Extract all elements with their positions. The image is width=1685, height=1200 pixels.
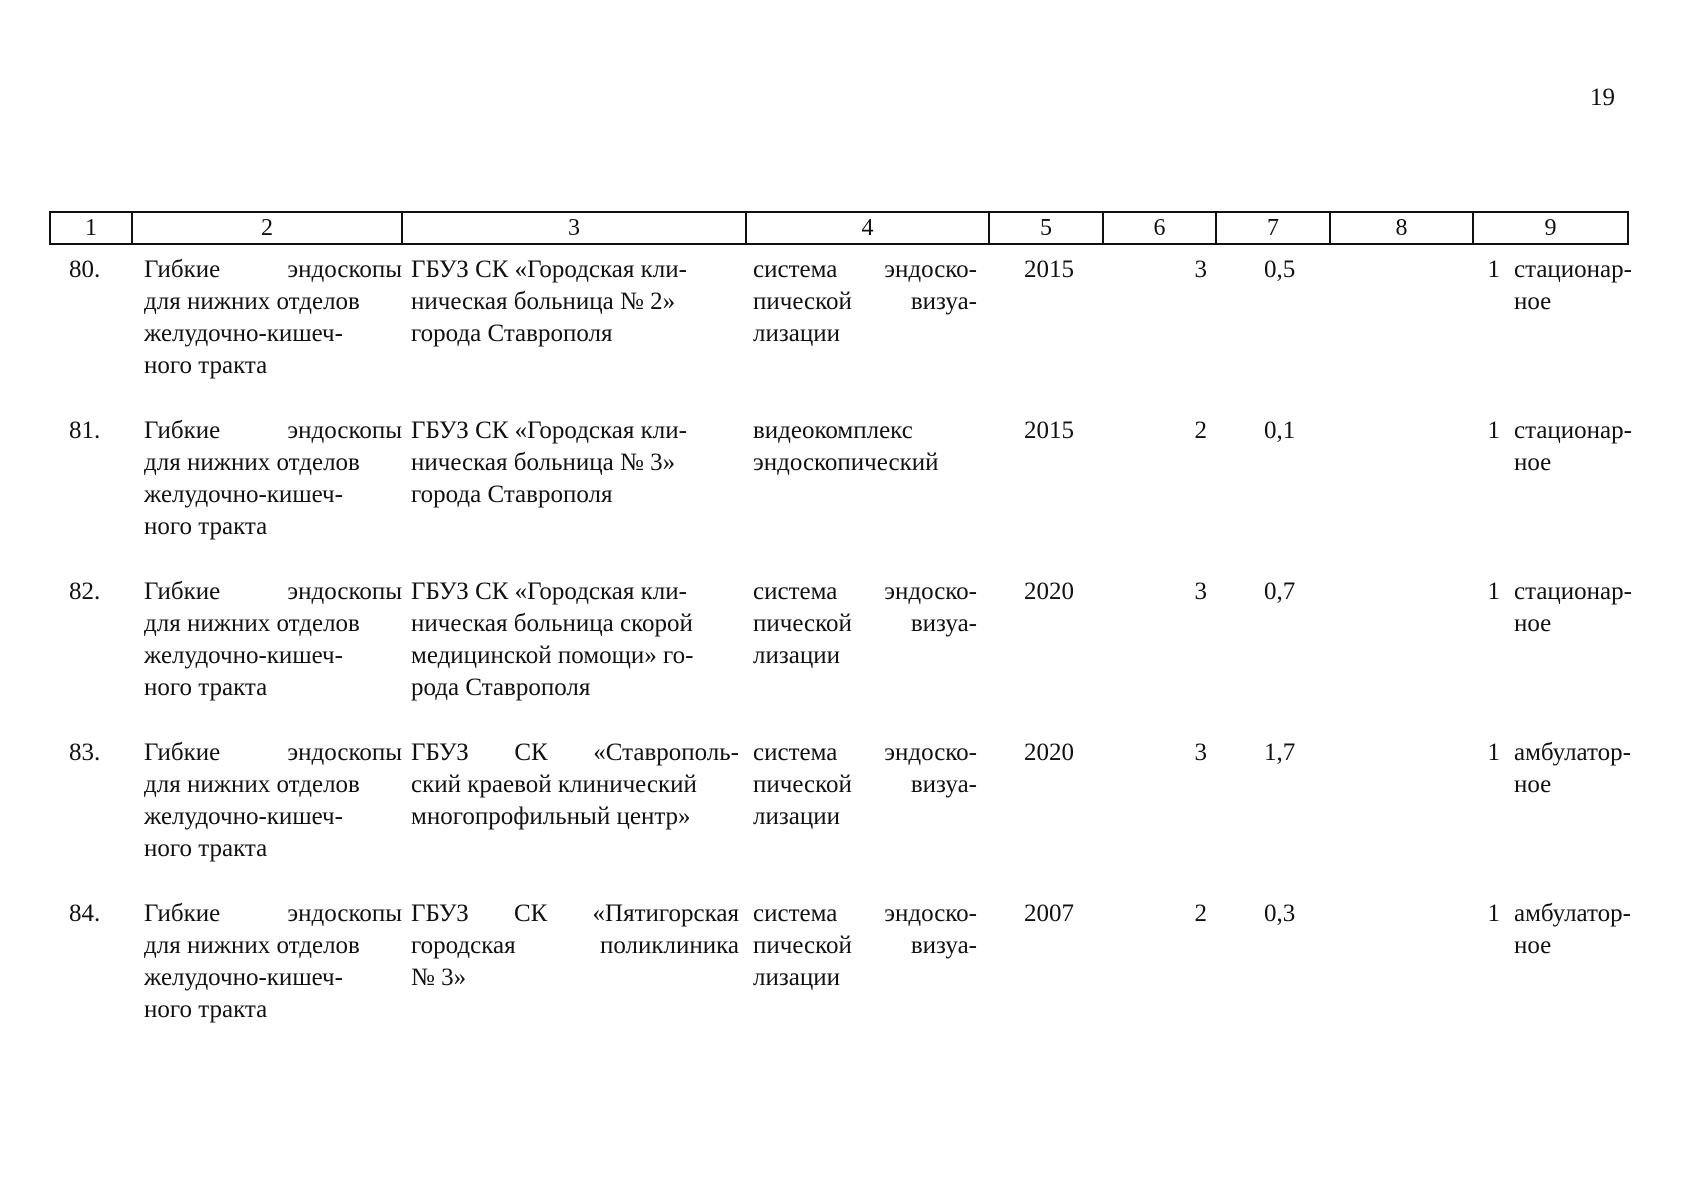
organization-name xyxy=(411,898,739,994)
table-body xyxy=(49,254,1632,1059)
text-line: амбулатор- xyxy=(1514,739,1631,766)
equipment-type xyxy=(753,254,977,350)
text-line: ное xyxy=(1514,771,1552,798)
text-line: ного тракта xyxy=(144,513,268,540)
text-line: города Ставрополя xyxy=(411,481,613,508)
text-line: лизации xyxy=(753,964,840,991)
header-col-3: 3 xyxy=(402,212,746,244)
header-col-8: 8 xyxy=(1330,212,1473,244)
header-col-1: 1 xyxy=(50,212,132,244)
table-row xyxy=(49,254,1632,415)
text-line: для нижних отделов xyxy=(144,288,360,315)
text-line: лизации xyxy=(753,803,840,830)
text-line: стационар- xyxy=(1514,417,1632,444)
equipment-name xyxy=(144,415,402,543)
col7-value: 0,1 xyxy=(1264,417,1296,444)
row-number: 83. xyxy=(69,739,101,766)
text-line: пической визуа- xyxy=(753,932,977,959)
text-line: ГБУЗ СК «Городская кли- xyxy=(411,578,687,605)
text-line: система эндоско- xyxy=(753,900,977,927)
text-line: Гибкие эндоскопы xyxy=(144,578,402,605)
equipment-type xyxy=(753,415,977,479)
text-line: Гибкие эндоскопы xyxy=(144,256,402,283)
text-line: лизации xyxy=(753,642,840,669)
table-row xyxy=(49,415,1632,576)
col6-value: 3 xyxy=(1194,256,1207,283)
text-line: желудочно-кишеч- xyxy=(144,803,343,830)
text-line: ное xyxy=(1514,932,1552,959)
text-line: Гибкие эндоскопы xyxy=(144,417,402,444)
text-line: пической визуа- xyxy=(753,288,977,315)
year-value: 2020 xyxy=(1024,578,1074,605)
year-value: 2015 xyxy=(1024,256,1074,283)
text-line: ническая больница № 2» xyxy=(411,288,676,315)
text-line: для нижних отделов xyxy=(144,449,360,476)
text-line: № 3» xyxy=(411,964,467,991)
text-line: городская поликлиника xyxy=(411,932,739,959)
text-line: для нижних отделов xyxy=(144,771,360,798)
service-mode xyxy=(1514,415,1634,479)
col6-value: 3 xyxy=(1194,739,1207,766)
text-line: ное xyxy=(1514,288,1552,315)
equipment-name xyxy=(144,737,402,865)
organization-name xyxy=(411,415,739,511)
text-line: желудочно-кишеч- xyxy=(144,642,343,669)
year-value: 2020 xyxy=(1024,739,1074,766)
service-mode xyxy=(1514,898,1634,962)
text-line: желудочно-кишеч- xyxy=(144,964,343,991)
row-number: 80. xyxy=(69,256,101,283)
col6-value: 3 xyxy=(1194,578,1207,605)
col6-value: 2 xyxy=(1194,900,1207,927)
text-line: стационар- xyxy=(1514,578,1632,605)
text-line: ного тракта xyxy=(144,674,268,701)
text-line: желудочно-кишеч- xyxy=(144,320,343,347)
organization-name xyxy=(411,576,739,704)
text-line: ГБУЗ СК «Пятигорская xyxy=(411,900,739,927)
text-line: Гибкие эндоскопы xyxy=(144,900,402,927)
text-line: ГБУЗ СК «Городская кли- xyxy=(411,256,687,283)
service-mode xyxy=(1514,737,1634,801)
text-line: желудочно-кишеч- xyxy=(144,481,343,508)
header-col-4: 4 xyxy=(746,212,989,244)
text-line: медицинской помощи» го- xyxy=(411,642,694,669)
service-mode xyxy=(1514,254,1634,318)
text-line: система эндоско- xyxy=(753,578,977,605)
col6-value: 2 xyxy=(1194,417,1207,444)
equipment-type xyxy=(753,737,977,833)
text-line: ский краевой клинический xyxy=(411,771,697,798)
text-line: пической визуа- xyxy=(753,771,977,798)
equipment-name xyxy=(144,898,402,1026)
text-line: ническая больница № 3» xyxy=(411,449,676,476)
text-line: города Ставрополя xyxy=(411,320,613,347)
organization-name xyxy=(411,254,739,350)
text-line: стационар- xyxy=(1514,256,1632,283)
year-value: 2015 xyxy=(1024,417,1074,444)
year-value: 2007 xyxy=(1024,900,1074,927)
row-number: 82. xyxy=(69,578,101,605)
row-number: 81. xyxy=(69,417,101,444)
text-line: для нижних отделов xyxy=(144,610,360,637)
text-line: эндоскопический xyxy=(753,449,939,476)
equipment-name xyxy=(144,576,402,704)
text-line: лизации xyxy=(753,320,840,347)
col8-value: 1 xyxy=(1487,578,1500,605)
text-line: система эндоско- xyxy=(753,256,977,283)
page-number: 19 xyxy=(1590,84,1615,111)
col7-value: 0,7 xyxy=(1264,578,1296,605)
text-line: ного тракта xyxy=(144,996,268,1023)
col7-value: 1,7 xyxy=(1264,739,1296,766)
equipment-name xyxy=(144,254,402,382)
col7-value: 0,3 xyxy=(1264,900,1296,927)
text-line: ГБУЗ СК «Ставрополь- xyxy=(411,739,739,766)
text-line: ГБУЗ СК «Городская кли- xyxy=(411,417,687,444)
header-col-2: 2 xyxy=(132,212,402,244)
col8-value: 1 xyxy=(1487,256,1500,283)
text-line: многопрофильный центр» xyxy=(411,803,691,830)
service-mode xyxy=(1514,576,1634,640)
text-line: ного тракта xyxy=(144,835,268,862)
col8-value: 1 xyxy=(1487,900,1500,927)
column-number-header xyxy=(49,211,1629,245)
header-col-7: 7 xyxy=(1216,212,1330,244)
text-line: ного тракта xyxy=(144,352,268,379)
header-col-9: 9 xyxy=(1473,212,1628,244)
table-row xyxy=(49,737,1631,898)
equipment-type xyxy=(753,898,977,994)
text-line: система эндоско- xyxy=(753,739,977,766)
text-line: амбулатор- xyxy=(1514,900,1631,927)
text-line: видеокомплекс xyxy=(753,417,913,444)
text-line: ное xyxy=(1514,610,1552,637)
text-line: для нижних отделов xyxy=(144,932,360,959)
organization-name xyxy=(411,737,739,833)
text-line: пической визуа- xyxy=(753,610,977,637)
text-line: рода Ставрополя xyxy=(411,674,591,701)
text-line: ное xyxy=(1514,449,1552,476)
text-line: Гибкие эндоскопы xyxy=(144,739,402,766)
row-number: 84. xyxy=(69,900,101,927)
header-col-5: 5 xyxy=(989,212,1103,244)
equipment-type xyxy=(753,576,977,672)
header-col-6: 6 xyxy=(1103,212,1216,244)
col8-value: 1 xyxy=(1487,417,1500,444)
text-line: ническая больница скорой xyxy=(411,610,693,637)
col7-value: 0,5 xyxy=(1264,256,1296,283)
table-row xyxy=(49,576,1632,737)
col8-value: 1 xyxy=(1487,739,1500,766)
table-row xyxy=(49,898,1631,1059)
